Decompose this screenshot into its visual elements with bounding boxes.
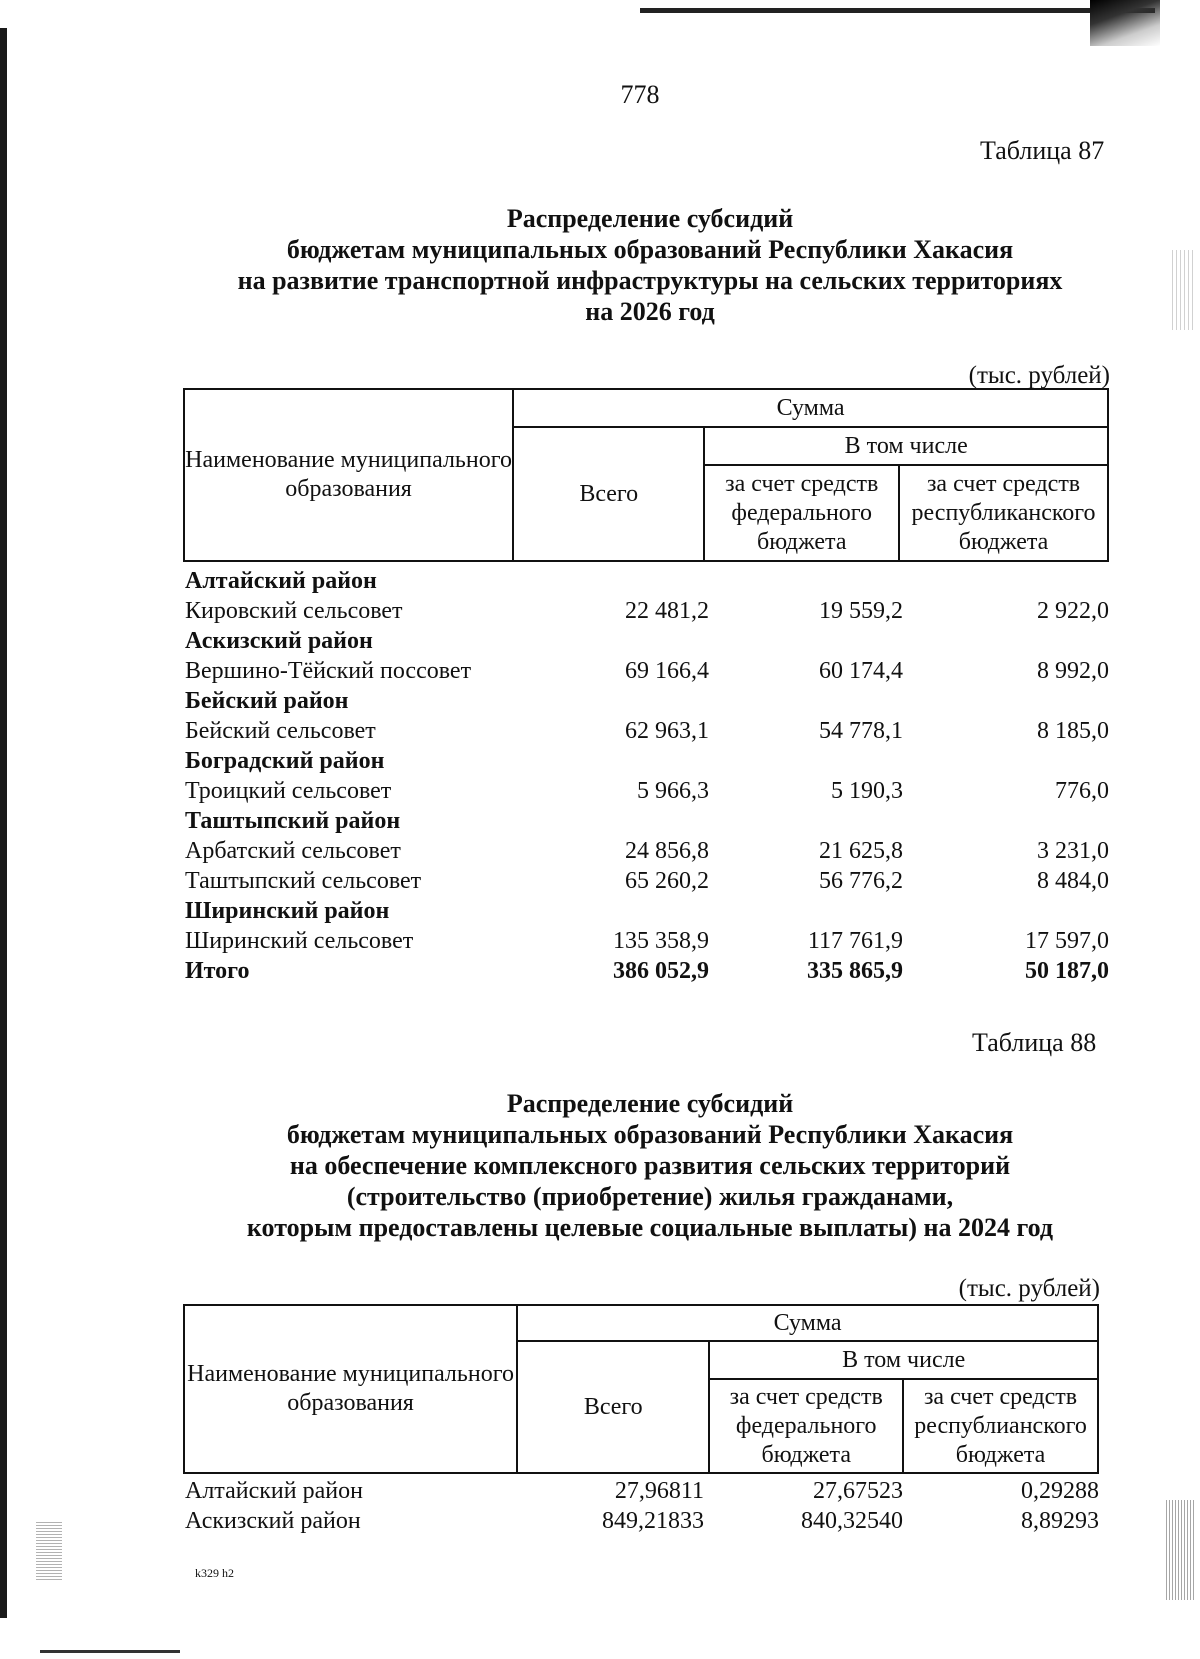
header-republic: за счет средств республианского бюджета (903, 1379, 1098, 1473)
scan-noise (1166, 1500, 1196, 1600)
cell-federal: 56 776,2 (819, 868, 903, 894)
cell-total: 62 963,1 (625, 718, 709, 744)
table-88-label: Таблица 88 (972, 1028, 1097, 1057)
cell-total: 65 260,2 (625, 868, 709, 894)
cell-total: 27,96811 (614, 1478, 704, 1504)
row-name: Алтайский район (185, 1478, 363, 1504)
district-row (185, 746, 1109, 776)
header-federal: за счет средств федерального бюджета (704, 465, 899, 561)
cell-total: 5 966,3 (637, 778, 709, 804)
table-87-label: Таблица 87 (980, 136, 1105, 165)
row-name: Бейский район (185, 688, 349, 714)
row-name: Таштыпский район (185, 808, 401, 834)
header-including: В том числе (704, 427, 1108, 465)
table-row (185, 716, 1109, 746)
heading-line: на обеспечение комплексного развития сельских территорий (289, 1151, 1011, 1180)
cell-total: 849,21833 (602, 1508, 704, 1534)
row-name: Арбатский сельсовет (185, 838, 401, 864)
cell-total: 135 358,9 (613, 928, 709, 954)
row-name: Таштыпский сельсовет (185, 868, 422, 894)
table-row (185, 596, 1109, 626)
cell-federal: 60 174,4 (819, 658, 903, 684)
footer-code: k329 h2 (195, 1566, 234, 1580)
header-name: Наименование муниципального образования (184, 1305, 517, 1473)
district-row (185, 806, 1109, 836)
scan-edge-top (640, 8, 1155, 13)
heading-line: бюджетам муниципальных образований Республики Хакасия (286, 1120, 1014, 1149)
cell-total: 24 856,8 (625, 838, 709, 864)
heading-line: (строительство (приобретение) жилья гражданами, (346, 1182, 954, 1211)
cell-republic: 8 185,0 (1037, 718, 1109, 744)
header-sum: Сумма (517, 1305, 1098, 1341)
table-row (185, 836, 1109, 866)
cell-federal: 27,67523 (813, 1478, 903, 1504)
row-name: Бейский сельсовет (185, 718, 376, 744)
row-name: Кировский сельсовет (185, 598, 403, 624)
table-88-heading (150, 1088, 1150, 1243)
cell-republic: 8,89293 (1021, 1508, 1099, 1534)
heading-line: на 2026 год (585, 297, 715, 326)
scan-noise (1172, 250, 1194, 330)
header-federal: за счет средств федерального бюджета (709, 1379, 903, 1473)
scan-noise (36, 1520, 62, 1580)
heading-line: которым предоставлены целевые социальные выплаты) на 2024 год (246, 1213, 1054, 1242)
scan-edge-bottom (40, 1650, 180, 1653)
scan-corner-shadow (1090, 0, 1160, 46)
cell-republic: 776,0 (1055, 778, 1109, 804)
header-name: Наименование муниципального образования (184, 389, 513, 561)
district-row (185, 566, 1109, 596)
cell-federal: 21 625,8 (819, 838, 903, 864)
table-row (185, 926, 1109, 956)
table-row (185, 866, 1109, 896)
row-name: Итого (185, 958, 250, 984)
cell-republic: 50 187,0 (1025, 958, 1109, 984)
row-name: Аскизский район (185, 628, 373, 654)
cell-republic: 17 597,0 (1025, 928, 1109, 954)
cell-republic: 8 484,0 (1037, 868, 1109, 894)
header-sum: Сумма (513, 389, 1108, 427)
page-number: 778 (620, 80, 660, 109)
row-name: Троицкий сельсовет (185, 778, 392, 804)
table-87-heading (150, 203, 1150, 327)
header-republic: за счет средств республиканского бюджета (899, 465, 1108, 561)
cell-total: 69 166,4 (625, 658, 709, 684)
table-88-body (185, 1476, 1099, 1536)
table-87-body (185, 566, 1109, 986)
table-87-units: (тыс. рублей) (968, 362, 1110, 389)
cell-federal: 5 190,3 (831, 778, 903, 804)
cell-republic: 0,29288 (1021, 1478, 1099, 1504)
cell-total: 22 481,2 (625, 598, 709, 624)
table-row (185, 1476, 1099, 1506)
cell-total: 386 052,9 (613, 958, 709, 984)
heading-line: Распределение субсидий (506, 204, 794, 233)
cell-republic: 3 231,0 (1037, 838, 1109, 864)
row-name: Вершино-Тёйский поссовет (185, 658, 472, 684)
cell-federal: 335 865,9 (807, 958, 903, 984)
table-row (185, 1506, 1099, 1536)
scan-edge-left (0, 28, 7, 1618)
row-name: Аскизский район (185, 1508, 361, 1534)
table-87-header (183, 388, 1109, 562)
cell-federal: 54 778,1 (819, 718, 903, 744)
district-row (185, 686, 1109, 716)
cell-federal: 19 559,2 (819, 598, 903, 624)
row-name: Боградский район (185, 748, 385, 774)
table-row (185, 656, 1109, 686)
row-name: Ширинский район (185, 898, 390, 924)
district-row (185, 626, 1109, 656)
header-total: Всего (517, 1341, 709, 1473)
heading-line: Распределение субсидий (506, 1089, 794, 1118)
district-row (185, 896, 1109, 926)
row-name: Алтайский район (185, 568, 377, 594)
row-name: Ширинский сельсовет (185, 928, 414, 954)
heading-line: на развитие транспортной инфраструктуры на сельских территориях (237, 266, 1063, 295)
heading-line: бюджетам муниципальных образований Республики Хакасия (286, 235, 1014, 264)
cell-federal: 840,32540 (801, 1508, 903, 1534)
table-88-header (183, 1304, 1099, 1474)
cell-republic: 2 922,0 (1037, 598, 1109, 624)
header-including: В том числе (709, 1341, 1098, 1379)
table-row (185, 956, 1109, 986)
header-total: Всего (513, 427, 704, 561)
cell-republic: 8 992,0 (1037, 658, 1109, 684)
table-88-units: (тыс. рублей) (958, 1275, 1100, 1302)
table-row (185, 776, 1109, 806)
cell-federal: 117 761,9 (807, 928, 903, 954)
